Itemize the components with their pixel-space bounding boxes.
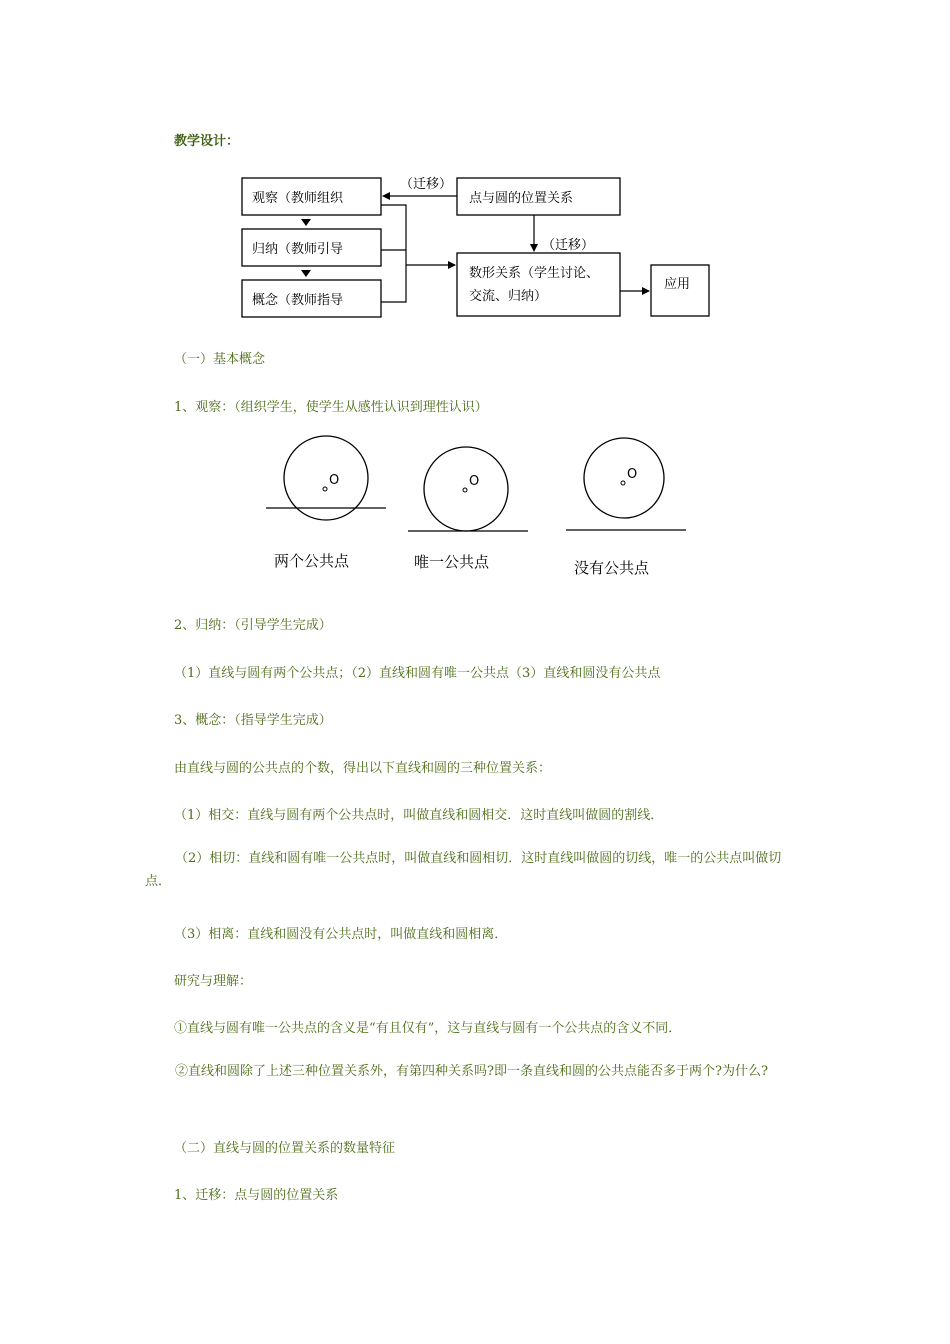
box-num-shape-text-1: 数形关系（学生讨论、 bbox=[469, 266, 600, 281]
figure-center-label-2: O bbox=[469, 474, 480, 489]
figure-center-label-1: O bbox=[329, 473, 340, 488]
caption-one-point: 唯一公共点 bbox=[414, 553, 490, 571]
figure-no-point bbox=[566, 438, 686, 577]
study-question-1: ①直线与圆有唯一公共点的含义是“有且仅有”，这与直线与圆有一个公共点的含义不同． bbox=[174, 1021, 682, 1036]
relation-intersect: （1）相交：直线与圆有两个公共点时，叫做直线和圆相交．这时直线叫做圆的割线． bbox=[174, 808, 664, 823]
section1-title: （一）基本概念 bbox=[174, 352, 266, 367]
label-transfer-left: （迁移） bbox=[400, 177, 453, 192]
arrow-induce-to-concept bbox=[301, 270, 311, 277]
box-num-shape bbox=[457, 253, 620, 316]
figure-one-point bbox=[408, 447, 528, 571]
section1-concept: 3、概念：（指导学生完成） bbox=[174, 713, 332, 728]
section1-observe: 1、观察：（组织学生，使学生从感性认识到理性认识） bbox=[174, 400, 488, 415]
section1-induce: 2、归纳：（引导学生完成） bbox=[174, 618, 332, 633]
study-title: 研究与理解： bbox=[174, 974, 253, 989]
relation-separate: （3）相离：直线和圆没有公共点时，叫做直线和圆相离． bbox=[174, 927, 508, 942]
caption-two-points: 两个公共点 bbox=[274, 552, 350, 570]
section1-concept-intro: 由直线与圆的公共点的个数，得出以下直线和圆的三种位置关系： bbox=[174, 761, 552, 776]
box-observe-text: 观察（教师组织 bbox=[252, 191, 344, 206]
figure-two-points bbox=[266, 436, 386, 570]
section2-title: （二）直线与圆的位置关系的数量特征 bbox=[174, 1141, 396, 1156]
box-induce-text: 归纳（教师引导 bbox=[252, 242, 344, 257]
relation-tangent: （2）相切：直线和圆有唯一公共点时，叫做直线和圆相切．这时直线叫做圆的切线，唯一的公共点叫做切点． bbox=[145, 851, 782, 889]
study-question-2: ②直线和圆除了上述三种位置关系外，有第四种关系吗?即一条直线和圆的公共点能否多于两个?为什么? bbox=[175, 1064, 768, 1079]
connector-bracket bbox=[381, 205, 406, 302]
section1-induce-detail: （1）直线与圆有两个公共点；（2）直线和圆有唯一公共点（3）直线和圆没有公共点 bbox=[174, 666, 661, 681]
section2-transfer: 1、迁移：点与圆的位置关系 bbox=[174, 1188, 339, 1203]
figure-center-label-3: O bbox=[627, 467, 638, 482]
teaching-flowchart bbox=[0, 0, 950, 330]
arrow-observe-to-induce bbox=[301, 219, 311, 226]
box-point-circle-text: 点与圆的位置关系 bbox=[469, 191, 574, 206]
box-apply-text: 应用 bbox=[664, 277, 691, 292]
circle-line-figures bbox=[0, 430, 950, 590]
box-concept-text: 概念（教师指导 bbox=[252, 293, 344, 308]
box-num-shape-text-2: 交流、归纳） bbox=[469, 289, 548, 304]
teaching-design-heading: 教学设计： bbox=[174, 134, 240, 149]
label-transfer-down: （迁移） bbox=[542, 238, 595, 253]
caption-no-point: 没有公共点 bbox=[574, 559, 650, 577]
